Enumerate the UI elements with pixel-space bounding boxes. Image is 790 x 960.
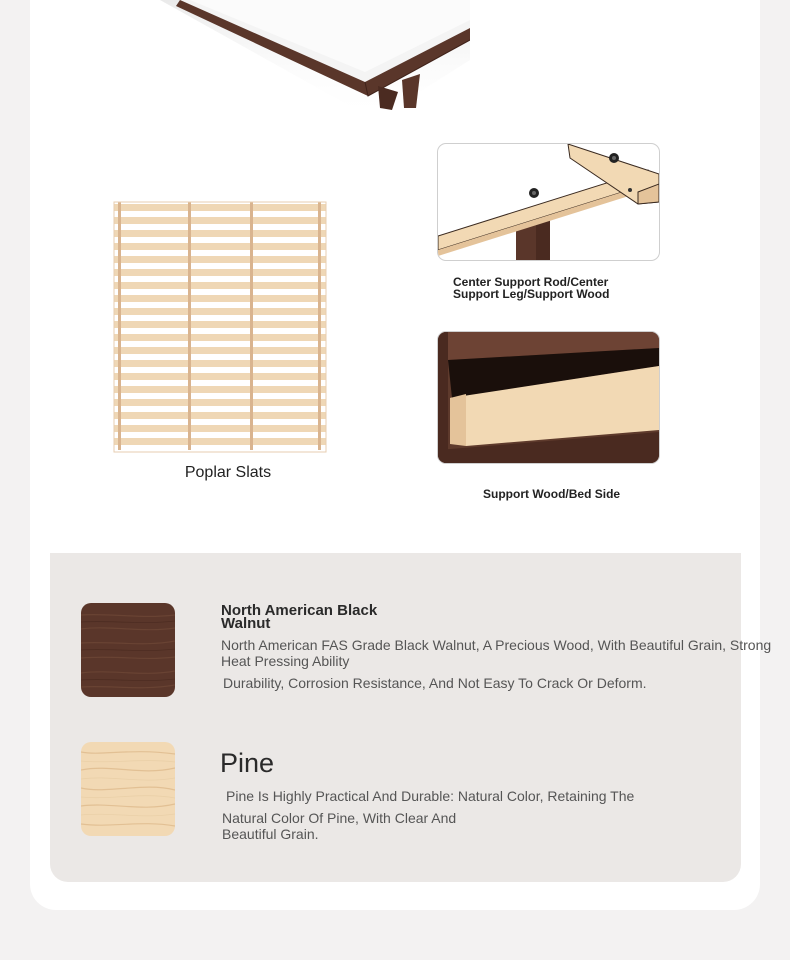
walnut-wood-swatch-icon <box>81 603 175 697</box>
walnut-description: North American FAS Grade Black Walnut, A Precious Wood, With Beautiful Grain, Strong Heat Pressing Ability <box>221 637 772 669</box>
pine-wood-swatch-icon <box>81 742 175 836</box>
bed-side-illustration <box>438 332 659 463</box>
bed-frame-corner-illustration <box>140 0 470 130</box>
center-support-illustration <box>438 144 659 260</box>
center-support-caption: Center Support Rod/Center Support Leg/Support Wood <box>453 275 610 301</box>
pine-title: Pine <box>220 748 275 778</box>
slats-caption: Poplar Slats <box>184 464 272 481</box>
pine-description-continued: Natural Color Of Pine, With Clear And Beautiful Grain. <box>222 810 457 842</box>
bed-side-panel <box>437 331 660 464</box>
bed-side-caption: Support Wood/Bed Side <box>483 487 621 501</box>
center-support-panel <box>437 143 660 261</box>
walnut-description-continued: Durability, Corrosion Resistance, And Not Easy To Crack Or Deform. <box>223 675 647 691</box>
poplar-slats-illustration <box>110 196 330 458</box>
walnut-title: North American Black Walnut <box>221 602 378 632</box>
pine-description: Pine Is Highly Practical And Durable: Natural Color, Retaining The <box>226 788 635 804</box>
